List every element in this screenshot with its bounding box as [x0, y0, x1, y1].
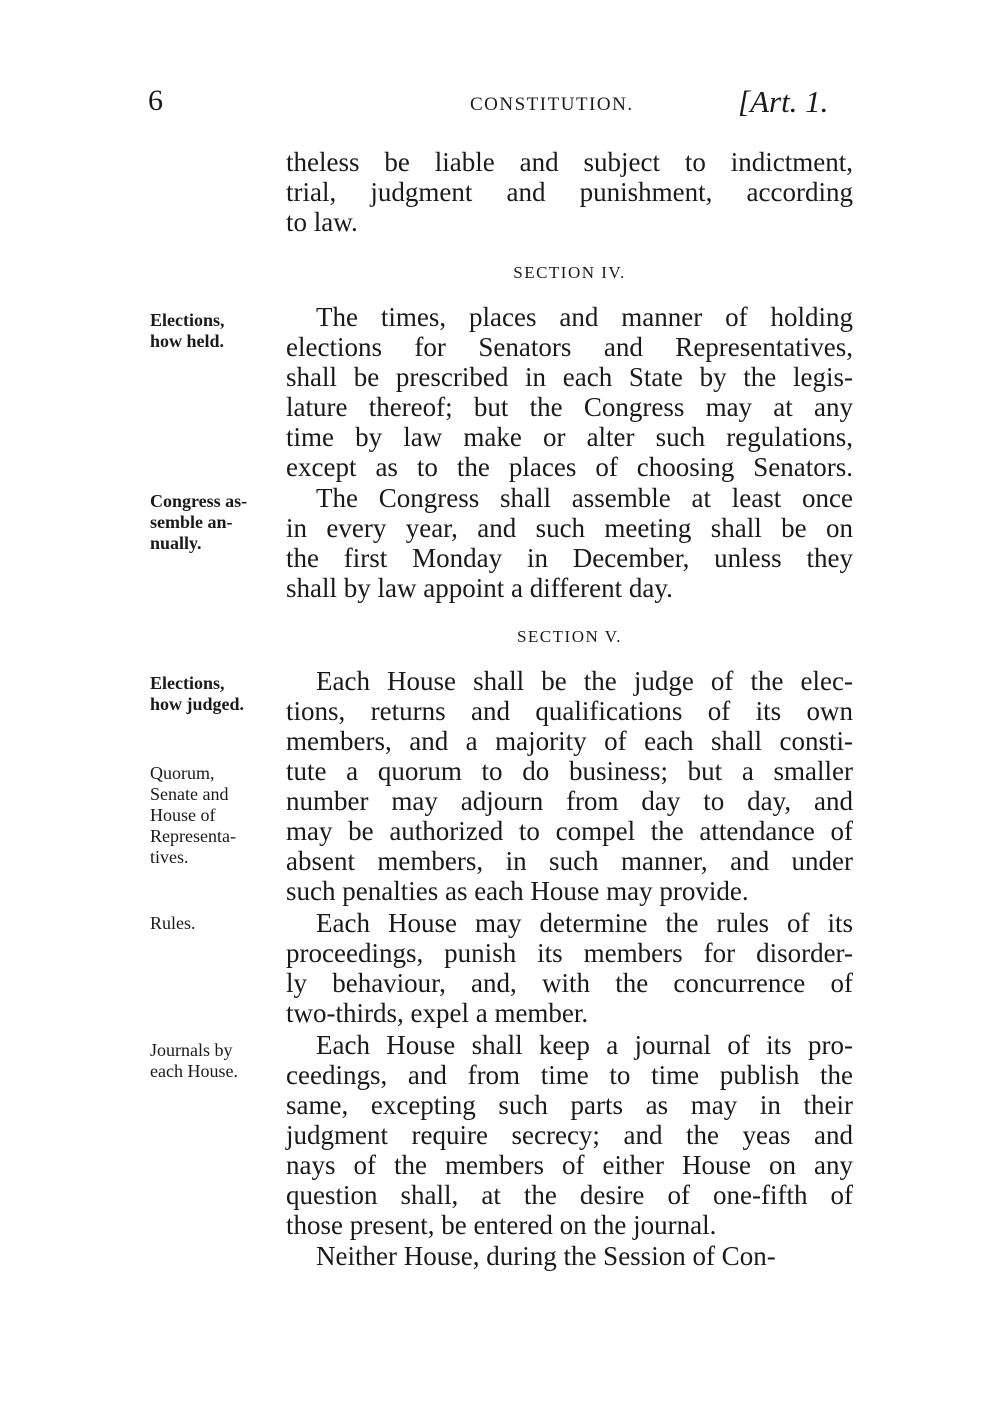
body-line: nays of the members of either House on any	[286, 1150, 853, 1180]
body-line: tute a quorum to do business; but a smaller	[286, 756, 853, 786]
body-line: members, and a majority of each shall consti-	[286, 726, 853, 756]
body-line: same, excepting such parts as may in their	[286, 1090, 853, 1120]
margin-note-line: Quorum,	[150, 763, 215, 783]
body-line: elections for Senators and Representatives,	[286, 332, 853, 362]
body-line: The times, places and manner of holding	[316, 302, 853, 332]
body-line: such penalties as each House may provide.	[286, 876, 749, 906]
section-heading-v: SECTION V.	[516, 627, 623, 646]
margin-note-line: Representa-	[150, 826, 236, 846]
margin-note-line: Rules.	[150, 913, 196, 933]
margin-note-line: Journals by	[150, 1040, 233, 1060]
body-line: the first Monday in December, unless they	[286, 543, 853, 573]
body-line: Neither House, during the Session of Con-	[316, 1241, 776, 1271]
body-line: Each House shall be the judge of the elec-	[316, 666, 853, 696]
margin-note-congress-assemble	[150, 491, 285, 554]
body-line: shall by law appoint a different day.	[286, 573, 673, 603]
body-line: The Congress shall assemble at least once	[316, 483, 853, 513]
body-line: question shall, at the desire of one-fifth of	[286, 1180, 853, 1210]
page-number: 6	[148, 84, 163, 117]
margin-note-line: Senate and	[150, 784, 229, 804]
body-line: theless be liable and subject to indictment,	[286, 147, 853, 177]
body-line: trial, judgment and punishment, according	[286, 177, 853, 207]
margin-note-line: Elections,	[150, 673, 225, 693]
article-reference-text: [Art. 1.	[738, 84, 829, 119]
margin-note-elections-held	[150, 310, 285, 352]
body-line: proceedings, punish its members for disorder-	[286, 938, 853, 968]
body-line: Each House shall keep a journal of its pro-	[316, 1030, 853, 1060]
article-reference	[738, 84, 828, 120]
margin-note-elections-judged	[150, 673, 285, 715]
margin-note-line: Elections,	[150, 310, 225, 330]
body-line: in every year, and such meeting shall be on	[286, 513, 853, 543]
body-line: absent members, in such manner, and under	[286, 846, 853, 876]
body-line: number may adjourn from day to day, and	[286, 786, 853, 816]
section-heading-iv: SECTION IV.	[513, 263, 626, 282]
body-line: Each House may determine the rules of its	[316, 908, 853, 938]
body-line: time by law make or alter such regulations,	[286, 422, 853, 452]
body-line: ly behaviour, and, with the concurrence of	[286, 968, 853, 998]
margin-note-line: semble an-	[150, 512, 233, 532]
margin-note-line: how held.	[150, 331, 225, 351]
margin-note-journals	[150, 1040, 285, 1082]
margin-note-line: each House.	[150, 1061, 238, 1081]
body-line: to law.	[286, 207, 358, 237]
running-title: CONSTITUTION.	[470, 94, 634, 115]
margin-note-line: nually.	[150, 533, 202, 553]
body-line: may be authorized to compel the attendance of	[286, 816, 853, 846]
margin-note-rules	[150, 913, 285, 934]
body-line: lature thereof; but the Congress may at any	[286, 392, 853, 422]
body-line: tions, returns and qualifications of its own	[286, 696, 853, 726]
body-line: ceedings, and from time to time publish the	[286, 1060, 853, 1090]
margin-note-line: House of	[150, 805, 216, 825]
margin-note-quorum	[150, 763, 285, 868]
body-line: two-thirds, expel a member.	[286, 998, 589, 1028]
margin-note-line: how judged.	[150, 694, 245, 714]
body-line: shall be prescribed in each State by the legis-	[286, 362, 853, 392]
body-line: except as to the places of choosing Senators.	[286, 452, 853, 482]
margin-note-line: tives.	[150, 847, 189, 867]
body-line: judgment require secrecy; and the yeas and	[286, 1120, 853, 1150]
body-line: those present, be entered on the journal.	[286, 1210, 717, 1240]
margin-note-line: Congress as-	[150, 491, 248, 511]
